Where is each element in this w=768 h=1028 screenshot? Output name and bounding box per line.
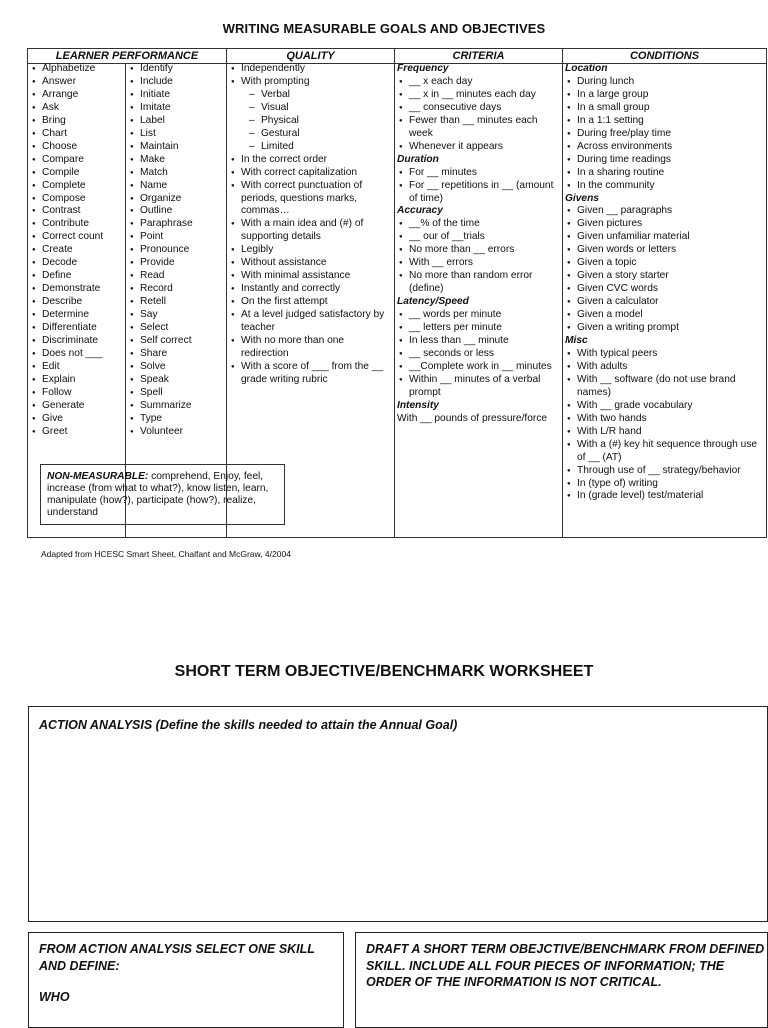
learner-verb: ● Summarize (126, 400, 227, 413)
learner-verb: ● Answer (28, 76, 125, 89)
learner-verb: ● Imitate (126, 102, 227, 115)
learner-verb: ● Generate (28, 400, 125, 413)
quality-item: ● On the first attempt (227, 296, 394, 309)
learner-verb: ● Contrast (28, 205, 125, 218)
conditions-item: ● During free/play time (563, 128, 766, 141)
criteria-item: ● __ x each day (395, 76, 562, 89)
learner-verb: ● Ask (28, 102, 125, 115)
action-analysis-box[interactable] (28, 706, 768, 922)
learner-verb: ● Spell (126, 387, 227, 400)
learner-verb: ● Match (126, 167, 227, 180)
conditions-item: ● Given __ paragraphs (563, 205, 766, 218)
quality-item: – Physical (227, 115, 394, 128)
criteria-item: ● In less than __ minute (395, 335, 562, 348)
learner-verb: ● Outline (126, 205, 227, 218)
learner-verb: ● Discriminate (28, 335, 125, 348)
quality-item: ● With prompting (227, 76, 394, 89)
criteria-item: ● __ our of __trials (395, 231, 562, 244)
learner-verb: ● Initiate (126, 89, 227, 102)
quality-item: ● With correct capitalization (227, 167, 394, 180)
learner-verb: ● Read (126, 270, 227, 283)
learner-verb: ● Greet (28, 426, 125, 439)
learner-verb: ● Correct count (28, 231, 125, 244)
learner-verb: ● Solve (126, 361, 227, 374)
criteria-item: With __ pounds of pressure/force (397, 412, 548, 424)
conditions-heading: Location (565, 63, 608, 74)
conditions-item: ● In a sharing routine (563, 167, 766, 180)
criteria-item: ● __Complete work in __ minutes (395, 361, 562, 374)
worksheet-title: SHORT TERM OBJECTIVE/BENCHMARK WORKSHEET (174, 663, 594, 680)
quality-header: QUALITY (227, 49, 394, 64)
adapted-credit: Adapted from HCESC Smart Sheet, Chalfant and McGraw, 4/2004 (41, 549, 291, 559)
criteria-item: ● __ letters per minute (395, 322, 562, 335)
conditions-item: ● In a 1:1 setting (563, 115, 766, 128)
learner-verb: ● Paraphrase (126, 218, 227, 231)
conditions-item: ● Given a story starter (563, 270, 766, 283)
conditions-item: ● In a large group (563, 89, 766, 102)
criteria-heading: Latency/Speed (397, 296, 469, 308)
conditions-item: ● Given pictures (563, 218, 766, 231)
learner-verb: ● Organize (126, 193, 227, 206)
criteria-heading: Intensity (397, 399, 439, 411)
quality-item: – Limited (227, 141, 394, 154)
conditions-item: ● Given a model (563, 309, 766, 322)
conditions-item: ● In (type of) writing (563, 478, 766, 491)
conditions-item: ● In a small group (563, 102, 766, 115)
learner-verb: ● Label (126, 115, 227, 128)
learner-verb: ● Define (28, 270, 125, 283)
learner-verb: ● Identify (126, 63, 227, 76)
criteria-item: ● Whenever it appears (395, 141, 562, 154)
learner-verb: ● Demonstrate (28, 283, 125, 296)
conditions-item: ● With __ software (do not use brand names) (563, 374, 766, 400)
quality-item: ● With no more than one redirection (227, 335, 394, 361)
select-skill-box[interactable] (28, 932, 344, 1028)
conditions-item: ● During time readings (563, 154, 766, 167)
conditions-item: ● With typical peers (563, 348, 766, 361)
criteria-item: ● For __ repetitions in __ (amount of time) (395, 180, 562, 206)
learner-verb: ● Decode (28, 257, 125, 270)
conditions-column (563, 49, 766, 537)
conditions-item: ● In (grade level) test/material (563, 490, 766, 503)
conditions-header: CONDITIONS (563, 49, 766, 64)
learner-verb: ● Compose (28, 193, 125, 206)
learner-verb: ● Volunteer (126, 426, 227, 439)
learner-verb: ● Arrange (28, 89, 125, 102)
non-measurable-label: NON-MEASURABLE: (47, 471, 149, 482)
quality-item: ● With minimal assistance (227, 270, 394, 283)
learner-performance-header: LEARNER PERFORMANCE (28, 49, 226, 64)
criteria-item: ● For __ minutes (395, 167, 562, 180)
criteria-item: ● No more than __ errors (395, 244, 562, 257)
learner-verb: ● Give (28, 413, 125, 426)
quality-item: – Verbal (227, 89, 394, 102)
conditions-item: ● With L/R hand (563, 426, 766, 439)
learner-verb: ● Explain (28, 374, 125, 387)
conditions-item: ● With two hands (563, 413, 766, 426)
learner-verb: ● Pronounce (126, 244, 227, 257)
quality-item: ● In the correct order (227, 154, 394, 167)
quality-list (227, 63, 394, 387)
learner-verb: ● Differentiate (28, 322, 125, 335)
learner-verb: ● Does not ___ (28, 348, 125, 361)
learner-verbs-list-1 (28, 63, 125, 439)
document-title: WRITING MEASURABLE GOALS AND OBJECTIVES (222, 21, 546, 36)
learner-verb: ● Provide (126, 257, 227, 270)
learner-verb: ● Retell (126, 296, 227, 309)
quality-item: ● Legibly (227, 244, 394, 257)
learner-verb: ● Contribute (28, 218, 125, 231)
who-label: WHO (39, 990, 70, 1004)
learner-verb: ● Name (126, 180, 227, 193)
draft-objective-label: DRAFT A SHORT TERM OBEJCTIVE/BENCHMARK FROM DEFINED SKILL. INCLUDE ALL FOUR PIECES OF INFORMATION; THE ORDER OF THE INFORMATION IS NOT CRITICAL. (366, 942, 765, 989)
criteria-heading: Accuracy (397, 205, 443, 217)
conditions-heading: Givens (565, 192, 599, 204)
conditions-item: ● With adults (563, 361, 766, 374)
criteria-list (395, 63, 562, 426)
learner-verb: ● Self correct (126, 335, 227, 348)
quality-item: – Visual (227, 102, 394, 115)
learner-verb: ● Type (126, 413, 227, 426)
learner-verb: ● Compile (28, 167, 125, 180)
learner-verb: ● Chart (28, 128, 125, 141)
quality-item: ● At a level judged satisfactory by teacher (227, 309, 394, 335)
quality-item: – Gestural (227, 128, 394, 141)
learner-verb: ● Record (126, 283, 227, 296)
conditions-item: ● Given CVC words (563, 283, 766, 296)
learner-verb: ● Share (126, 348, 227, 361)
quality-item: ● With correct punctuation of periods, questions marks, commas… (227, 180, 394, 219)
quality-item: ● Instantly and correctly (227, 283, 394, 296)
conditions-item: ● Given words or letters (563, 244, 766, 257)
learner-verbs-list-2 (126, 63, 227, 439)
learner-verb: ● Speak (126, 374, 227, 387)
conditions-item: ● During lunch (563, 76, 766, 89)
criteria-item: ● Fewer than __ minutes each week (395, 115, 562, 141)
criteria-item: ● __ words per minute (395, 309, 562, 322)
conditions-item: ● Given a writing prompt (563, 322, 766, 335)
conditions-heading: Misc (565, 335, 588, 347)
non-measurable-text: comprehend, Enjoy, feel, increase (from what to what?), know listen, learn, manipulate (how?), participate (how?), realize, understand (47, 471, 269, 518)
learner-verb: ● Follow (28, 387, 125, 400)
criteria-item: ● With __ errors (395, 257, 562, 270)
learner-verb: ● Select (126, 322, 227, 335)
criteria-heading: Duration (397, 153, 439, 165)
quality-item: ● With a main idea and (#) of supporting details (227, 218, 394, 244)
criteria-heading: Frequency (397, 63, 449, 74)
learner-verb: ● Maintain (126, 141, 227, 154)
criteria-item: ● Within __ minutes of a verbal prompt (395, 374, 562, 400)
criteria-item: ● __% of the time (395, 218, 562, 231)
criteria-item: ● __ seconds or less (395, 348, 562, 361)
learner-verb: ● Complete (28, 180, 125, 193)
conditions-item: ● Given a calculator (563, 296, 766, 309)
conditions-list (563, 63, 766, 503)
conditions-item: ● With __ grade vocabulary (563, 400, 766, 413)
non-measurable-box (40, 464, 285, 525)
conditions-item: ● Given unfamiliar material (563, 231, 766, 244)
learner-verb: ● Include (126, 76, 227, 89)
learner-verb: ● Compare (28, 154, 125, 167)
select-skill-label: FROM ACTION ANALYSIS SELECT ONE SKILL AND DEFINE: (39, 942, 315, 973)
conditions-item: ● Given a topic (563, 257, 766, 270)
learner-verb: ● Describe (28, 296, 125, 309)
quality-item: ● Without assistance (227, 257, 394, 270)
learner-verb: ● Alphabetize (28, 63, 125, 76)
criteria-item: ● __ consecutive days (395, 102, 562, 115)
learner-verb: ● List (126, 128, 227, 141)
quality-item: ● Independently (227, 63, 394, 76)
learner-verb: ● Edit (28, 361, 125, 374)
quality-item: ● With a score of ___ from the __ grade writing rubric (227, 361, 394, 387)
learner-verb: ● Point (126, 231, 227, 244)
criteria-item: ● No more than random error (define) (395, 270, 562, 296)
conditions-item: ● In the community (563, 180, 766, 193)
draft-objective-box[interactable] (355, 932, 768, 1028)
learner-verb: ● Create (28, 244, 125, 257)
learner-verb: ● Determine (28, 309, 125, 322)
criteria-header: CRITERIA (395, 49, 562, 64)
conditions-item: ● With a (#) key hit sequence through use of __ (AT) (563, 439, 766, 465)
criteria-item: ● __ x in __ minutes each day (395, 89, 562, 102)
conditions-item: ● Across environments (563, 141, 766, 154)
conditions-item: ● Through use of __ strategy/behavior (563, 465, 766, 478)
learner-verb: ● Make (126, 154, 227, 167)
learner-verb: ● Choose (28, 141, 125, 154)
criteria-column (395, 49, 563, 537)
learner-verb: ● Bring (28, 115, 125, 128)
action-analysis-label: ACTION ANALYSIS (Define the skills needed to attain the Annual Goal) (39, 718, 458, 732)
learner-verb: ● Say (126, 309, 227, 322)
